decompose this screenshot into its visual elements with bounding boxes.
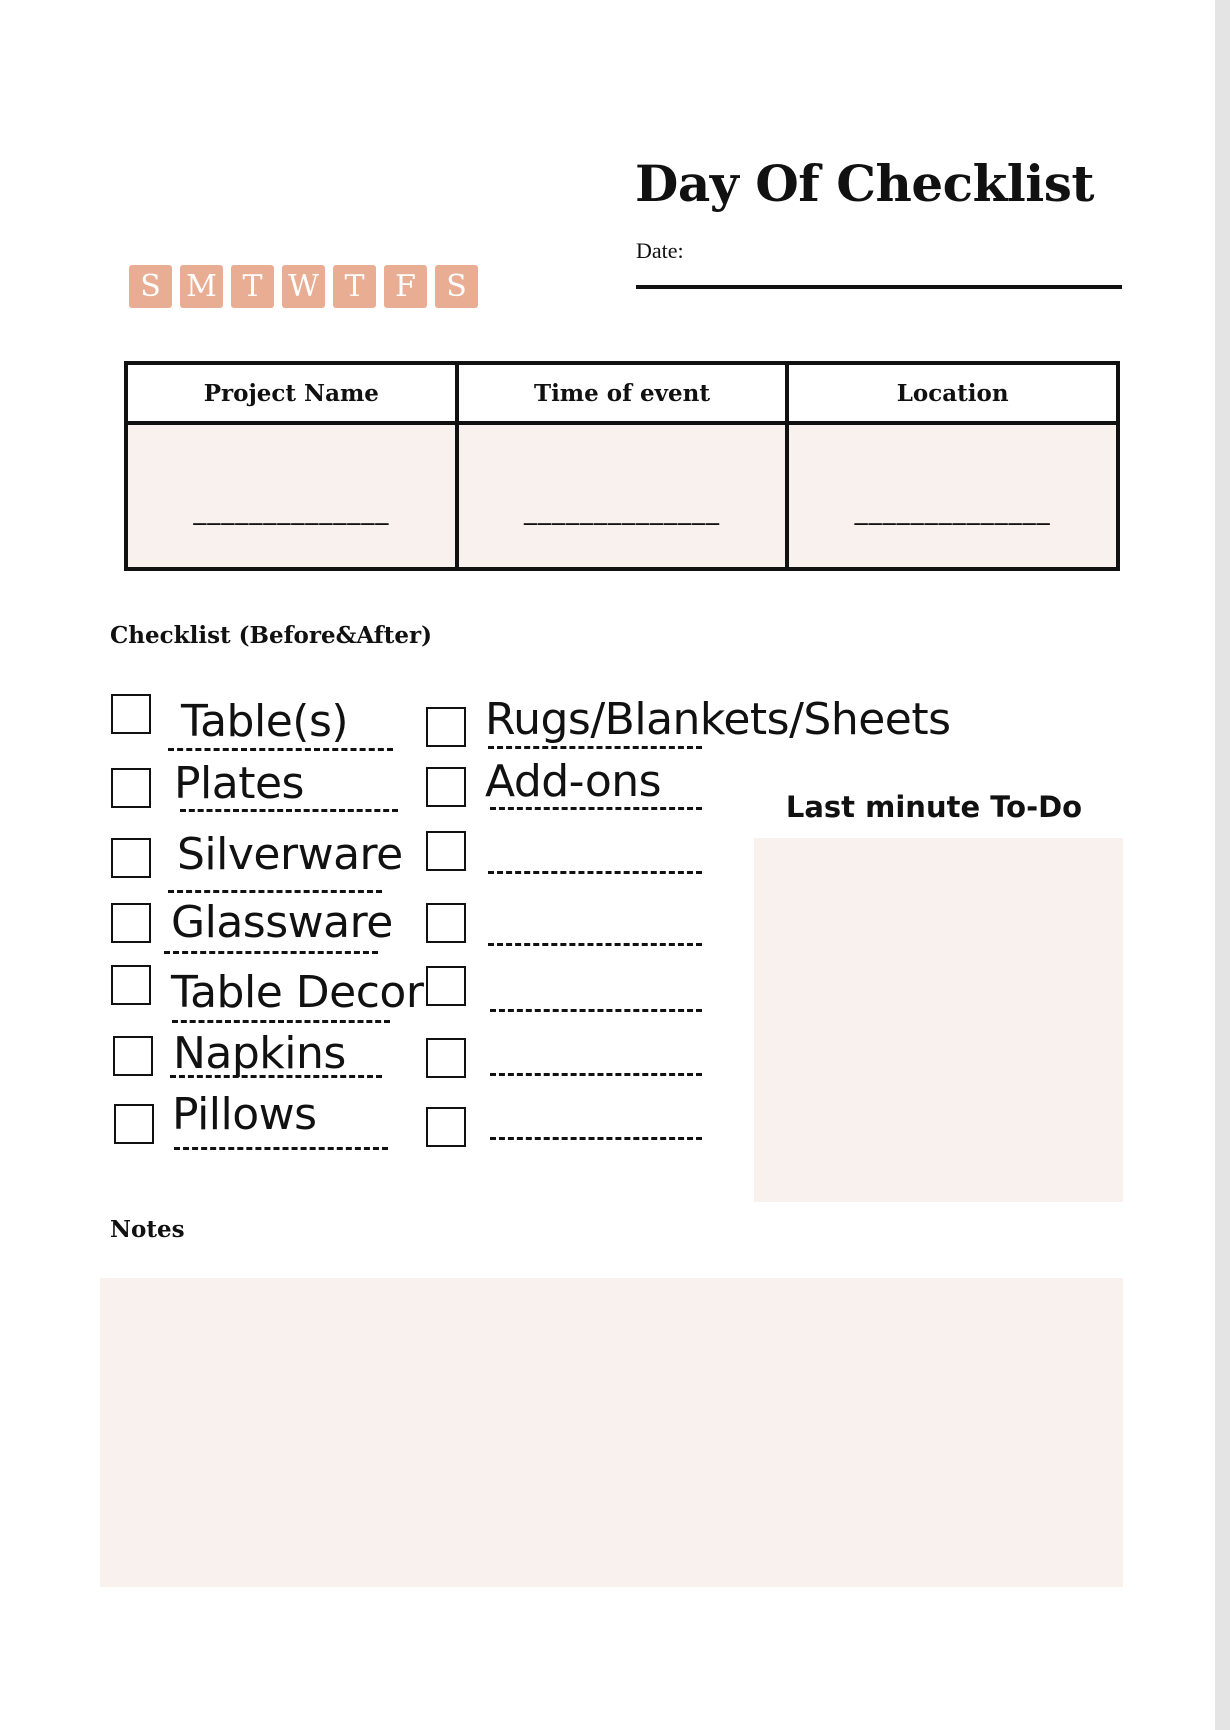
checkbox-pillows[interactable] bbox=[114, 1104, 154, 1144]
checklist-item-rugs-blankets-sheets: Rugs/Blankets/Sheets bbox=[485, 694, 951, 745]
notes-heading: Notes bbox=[110, 1216, 185, 1243]
underline bbox=[174, 1147, 388, 1150]
checkbox-glassware[interactable] bbox=[111, 903, 151, 943]
checklist-item-tables: Table(s) bbox=[181, 696, 349, 747]
checkbox-add-ons[interactable] bbox=[426, 767, 466, 807]
checklist-item-silverware: Silverware bbox=[177, 829, 403, 880]
underline bbox=[488, 746, 702, 749]
checkbox-plates[interactable] bbox=[111, 768, 151, 808]
checkbox-blank-7[interactable] bbox=[426, 1107, 466, 1147]
blank-item-line[interactable] bbox=[490, 1009, 702, 1012]
todo-heading: Last minute To-Do bbox=[785, 790, 1083, 824]
checklist-item-glassware: Glassware bbox=[171, 897, 393, 948]
checkbox-blank-5[interactable] bbox=[426, 966, 466, 1006]
checklist-item-pillows: Pillows bbox=[172, 1089, 317, 1140]
weekday-monday[interactable]: M bbox=[180, 265, 223, 308]
weekday-selector bbox=[129, 265, 478, 308]
checkbox-blank-3[interactable] bbox=[426, 831, 466, 871]
header-location: Location bbox=[787, 363, 1118, 423]
time-of-event-field[interactable]: ______________ bbox=[457, 423, 788, 569]
underline bbox=[170, 1075, 382, 1078]
header-time-of-event: Time of event bbox=[457, 363, 788, 423]
date-line[interactable] bbox=[636, 285, 1122, 289]
date-label: Date: bbox=[636, 238, 684, 263]
checkbox-table-decor[interactable] bbox=[111, 965, 151, 1005]
page-edge bbox=[1215, 0, 1230, 1730]
weekday-saturday[interactable]: S bbox=[435, 265, 478, 308]
blank-item-line[interactable] bbox=[490, 1073, 702, 1076]
underline bbox=[490, 807, 702, 810]
checkbox-blank-6[interactable] bbox=[426, 1038, 466, 1078]
weekday-tuesday[interactable]: T bbox=[231, 265, 274, 308]
project-name-field[interactable]: ______________ bbox=[126, 423, 457, 569]
todo-area[interactable] bbox=[754, 838, 1123, 1202]
checklist-item-add-ons: Add-ons bbox=[485, 756, 662, 807]
checklist-item-plates: Plates bbox=[174, 758, 304, 809]
notes-area[interactable] bbox=[100, 1278, 1123, 1587]
location-field[interactable]: ______________ bbox=[787, 423, 1118, 569]
underline bbox=[164, 951, 378, 954]
checkbox-napkins[interactable] bbox=[113, 1036, 153, 1076]
table-header-row bbox=[126, 363, 1118, 423]
checkbox-rugs-blankets-sheets[interactable] bbox=[426, 707, 466, 747]
blank-item-line[interactable] bbox=[490, 1137, 702, 1140]
checkbox-tables[interactable] bbox=[111, 694, 151, 734]
checkbox-blank-4[interactable] bbox=[426, 903, 466, 943]
checklist-item-table-decor: Table Decor bbox=[171, 967, 424, 1018]
underline bbox=[180, 809, 398, 812]
blank-item-line[interactable] bbox=[488, 943, 702, 946]
checkbox-silverware[interactable] bbox=[111, 838, 151, 878]
checklist-item-napkins: Napkins bbox=[173, 1028, 346, 1079]
header-project-name: Project Name bbox=[126, 363, 457, 423]
page-title: Day Of Checklist bbox=[635, 153, 1094, 213]
event-info-table bbox=[124, 361, 1120, 571]
checklist-heading: Checklist (Before&After) bbox=[110, 622, 432, 649]
underline bbox=[168, 890, 382, 893]
weekday-friday[interactable]: F bbox=[384, 265, 427, 308]
weekday-thursday[interactable]: T bbox=[333, 265, 376, 308]
weekday-sunday[interactable]: S bbox=[129, 265, 172, 308]
weekday-wednesday[interactable]: W bbox=[282, 265, 325, 308]
underline bbox=[168, 748, 393, 751]
blank-item-line[interactable] bbox=[488, 871, 702, 874]
underline bbox=[172, 1020, 390, 1023]
table-row bbox=[126, 423, 1118, 569]
